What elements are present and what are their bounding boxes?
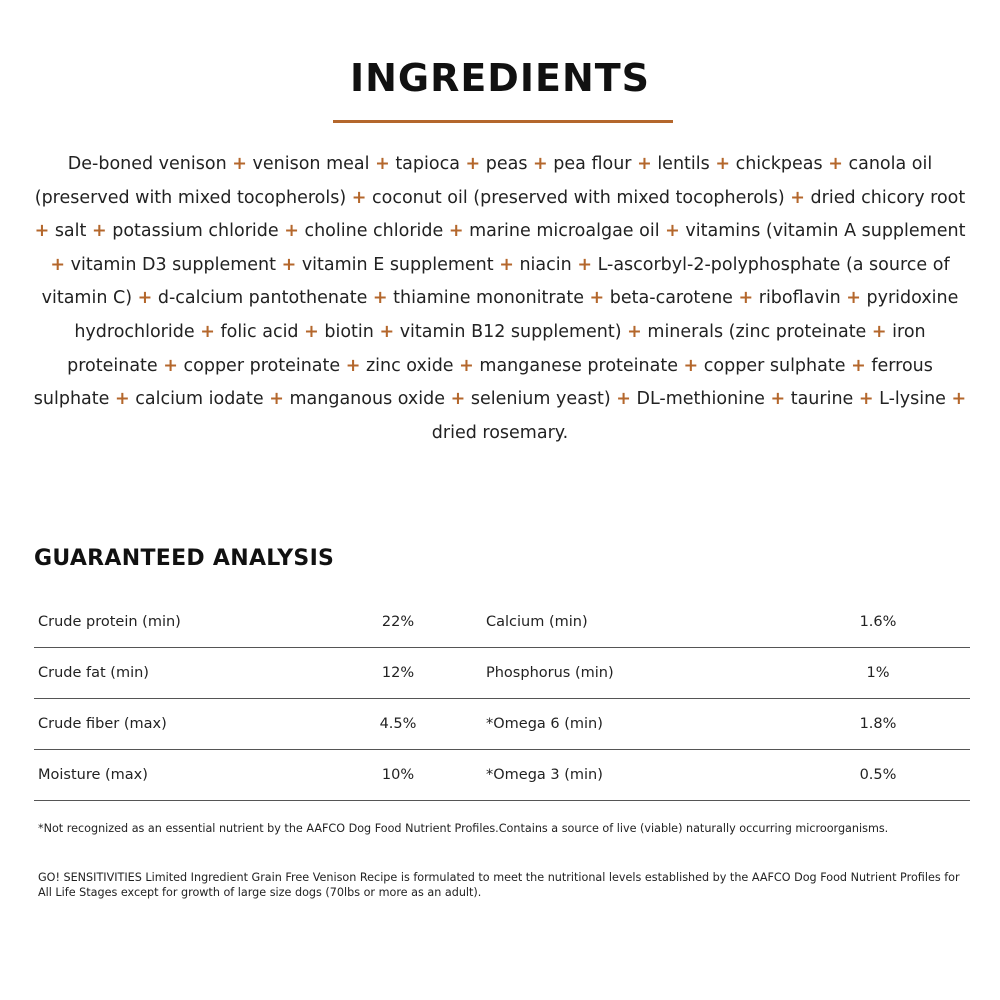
ingredient-item: marine microalgae oil — [469, 221, 660, 242]
nutrient-value: 1.6% — [786, 597, 970, 648]
plus-separator: + — [232, 154, 247, 174]
ingredient-item: venison meal — [252, 154, 370, 174]
plus-separator: + — [114, 389, 130, 410]
ingredient-item: riboflavin — [758, 288, 841, 309]
nutrient-value: 1% — [786, 648, 970, 699]
plus-separator: + — [281, 254, 297, 275]
nutrient-value: 1.8% — [786, 699, 970, 750]
nutrient-name: *Omega 6 (min) — [486, 699, 786, 750]
plus-separator: + — [34, 221, 50, 242]
plus-separator: + — [459, 355, 474, 376]
nutrient-name: Crude fiber (max) — [34, 699, 338, 750]
ingredient-item: folic acid — [220, 321, 299, 342]
plus-separator: + — [683, 355, 699, 376]
plus-separator: + — [577, 254, 592, 275]
plus-separator: + — [372, 288, 388, 309]
nutrient-name: Crude protein (min) — [34, 597, 338, 648]
plus-separator: + — [499, 254, 514, 275]
ingredient-item: minerals (zinc proteinate — [647, 321, 867, 342]
table-row — [34, 648, 970, 699]
nutrient-name: *Omega 3 (min) — [486, 750, 786, 801]
ingredient-item: beta-carotene — [609, 288, 733, 309]
plus-separator: + — [50, 254, 66, 275]
ingredient-item: selenium yeast) — [470, 389, 611, 410]
ingredient-item: peas — [485, 154, 528, 174]
plus-separator: + — [269, 389, 284, 410]
ingredient-item: vitamin D3 supplement — [70, 254, 276, 275]
nutrient-value: 10% — [338, 750, 458, 801]
plus-separator: + — [379, 321, 395, 342]
ingredient-item: salt — [54, 221, 87, 242]
plus-separator: + — [846, 288, 861, 309]
ingredient-item: zinc oxide — [365, 355, 454, 376]
plus-separator: + — [770, 389, 786, 410]
plus-separator: + — [715, 154, 730, 174]
ingredient-item: copper sulphate — [703, 355, 846, 376]
plus-separator: + — [533, 154, 548, 174]
ingredient-item: ferrous sulphate — [33, 355, 933, 410]
plus-separator: + — [851, 355, 866, 376]
plus-separator: + — [951, 389, 967, 410]
plus-separator: + — [637, 154, 652, 174]
plus-separator: + — [616, 389, 631, 410]
nutrient-value: 12% — [338, 648, 458, 699]
ingredient-item: vitamin B12 supplement) — [399, 321, 622, 342]
ingredient-item: L-lysine — [879, 389, 946, 410]
formulation-statement: GO! SENSITIVITIES Limited Ingredient Grain Free Venison Recipe is formulated to meet the nutritional levels established by the AAFCO Dog Food Nutrient Profiles for All Life Stages except for growth of large size dogs (70lbs or more as an adult). — [38, 871, 960, 899]
nutrient-value: 22% — [338, 597, 458, 648]
nutrient-value: 0.5% — [786, 750, 970, 801]
plus-separator: + — [163, 355, 178, 376]
ingredient-item: calcium iodate — [135, 389, 264, 410]
footnote: *Not recognized as an essential nutrient by the AAFCO Dog Food Nutrient Profiles.Contains a source of live (viable) naturally occurring microorganisms. — [38, 822, 889, 835]
title-underline — [333, 120, 673, 123]
nutrient-value: 4.5% — [338, 699, 458, 750]
nutrient-name: Calcium (min) — [486, 597, 786, 648]
plus-separator: + — [137, 288, 153, 309]
nutrient-name: Moisture (max) — [34, 750, 338, 801]
ingredient-item: vitamin E supplement — [301, 254, 494, 275]
ingredient-item: manganese proteinate — [479, 355, 678, 376]
plus-separator: + — [448, 221, 464, 242]
plus-separator: + — [828, 154, 843, 174]
plus-separator: + — [589, 288, 605, 309]
nutrient-name: Phosphorus (min) — [486, 648, 786, 699]
ingredient-item: vitamins (vitamin A supplement — [685, 221, 966, 242]
ingredient-item: pyridoxine hydrochloride — [74, 288, 959, 342]
plus-separator: + — [91, 221, 107, 242]
plus-separator: + — [345, 355, 361, 376]
guaranteed-analysis-title: GUARANTEED ANALYSIS — [34, 546, 335, 571]
ingredient-item: chickpeas — [735, 154, 823, 174]
nutrient-name: Crude fat (min) — [34, 648, 338, 699]
ingredient-item: d-calcium pantothenate — [157, 288, 368, 309]
ingredients-list — [30, 148, 970, 450]
ingredient-item: DL-methionine — [636, 389, 765, 410]
ingredient-item: coconut oil (preserved with mixed tocopherols) — [372, 187, 785, 208]
ingredient-item: dried chicory root — [810, 187, 966, 208]
ingredient-item: choline chloride — [304, 221, 444, 242]
ingredient-item: copper proteinate — [183, 355, 341, 376]
plus-separator: + — [465, 154, 481, 174]
ingredient-item: dried rosemary. — [431, 422, 569, 443]
ingredient-item: tapioca — [395, 154, 460, 174]
ingredient-item: De-boned venison — [67, 154, 227, 174]
plus-separator: + — [627, 321, 642, 342]
plus-separator: + — [304, 321, 319, 342]
ingredient-item: canola oil (preserved with mixed tocopherols) — [34, 154, 933, 208]
ingredient-item: iron proteinate — [67, 321, 926, 376]
ingredient-item: thiamine mononitrate — [393, 288, 584, 309]
table-row — [34, 699, 970, 750]
plus-separator: + — [871, 321, 887, 342]
plus-separator: + — [375, 154, 390, 174]
ingredient-item: taurine — [790, 389, 854, 410]
page-title: INGREDIENTS — [349, 56, 651, 100]
table-row — [34, 750, 970, 801]
plus-separator: + — [351, 187, 367, 208]
plus-separator: + — [790, 187, 805, 208]
ingredient-item: biotin — [324, 321, 374, 342]
plus-separator: + — [858, 389, 874, 410]
plus-separator: + — [200, 321, 215, 342]
ingredient-item: lentils — [657, 154, 710, 174]
plus-separator: + — [665, 221, 680, 242]
plus-separator: + — [284, 221, 299, 242]
guaranteed-analysis-table — [34, 597, 970, 801]
ingredient-item: manganous oxide — [289, 389, 446, 410]
ingredient-item: potassium chloride — [112, 221, 279, 242]
ingredient-item: L-ascorbyl-2-polyphosphate (a source of vitamin C) — [41, 254, 950, 309]
ingredient-item: niacin — [519, 254, 572, 275]
plus-separator: + — [450, 389, 466, 410]
ingredient-item: pea flour — [553, 154, 632, 174]
plus-separator: + — [738, 288, 754, 309]
table-row — [34, 597, 970, 648]
